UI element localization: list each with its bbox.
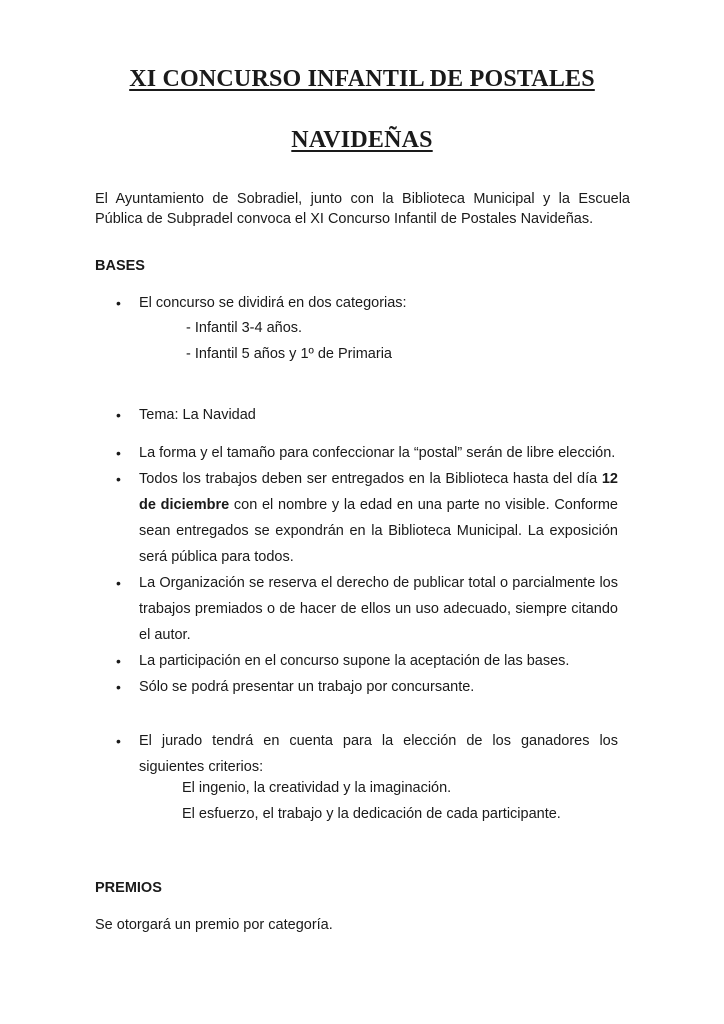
entrega-deadline: 12 de diciembre	[139, 471, 618, 513]
bullet-icon: •	[116, 471, 121, 487]
criterio-item-1: El ingenio, la creatividad y la imaginación.	[182, 780, 452, 796]
bullet-icon: •	[116, 653, 121, 669]
title-line-1: XI CONCURSO INFANTIL DE POSTALES	[129, 66, 595, 92]
bullet-icon: •	[116, 407, 121, 423]
tema-text: Tema: La Navidad	[139, 407, 256, 423]
bullet-icon: •	[116, 445, 121, 461]
intro-paragraph: El Ayuntamiento de Sobradiel, junto con la Biblioteca Municipal y la Escuela Pública de Subpradel convoca el XI Concurso Infantil de Postales Navideñas.	[95, 191, 630, 227]
bullet-icon: •	[116, 295, 121, 311]
entrega-text-before: Todos los trabajos deben ser entregados en la Biblioteca hasta del día	[139, 471, 602, 487]
premios-text: Se otorgará un premio por categoría.	[95, 917, 333, 933]
entrega-text	[139, 466, 618, 570]
jurado-text: El jurado tendrá en cuenta para la elección de los ganadores los siguientes criterios:	[139, 733, 618, 775]
bullet-icon: •	[116, 733, 121, 749]
bullet-icon: •	[116, 679, 121, 695]
categorias-text: El concurso se dividirá en dos categorias:	[139, 295, 407, 311]
bases-heading: BASES	[95, 258, 145, 274]
criterio-item-2: El esfuerzo, el trabajo y la dedicación de cada participante.	[182, 806, 561, 822]
organizacion-text: La Organización se reserva el derecho de publicar total o parcialmente los trabajos premiados o de hacer de ellos un uso adecuado, siempre citando el autor.	[139, 575, 618, 643]
premios-heading: PREMIOS	[95, 880, 162, 896]
bullet-icon: •	[116, 575, 121, 591]
participacion-text: La participación en el concurso supone la aceptación de las bases.	[139, 653, 570, 669]
title-line-2: NAVIDEÑAS	[291, 127, 433, 153]
forma-text: La forma y el tamaño para confeccionar la “postal” serán de libre elección.	[139, 445, 616, 461]
trabajo-text: Sólo se podrá presentar un trabajo por concursante.	[139, 679, 475, 695]
categoria-item-1: - Infantil 3-4 años.	[186, 320, 303, 336]
entrega-text-after: con el nombre y la edad en una parte no visible. Conforme sean entregados se expondrán en la Biblioteca Municipal. La exposición será pública para todos.	[139, 497, 618, 565]
categoria-item-2: - Infantil 5 años y 1º de Primaria	[186, 346, 392, 362]
